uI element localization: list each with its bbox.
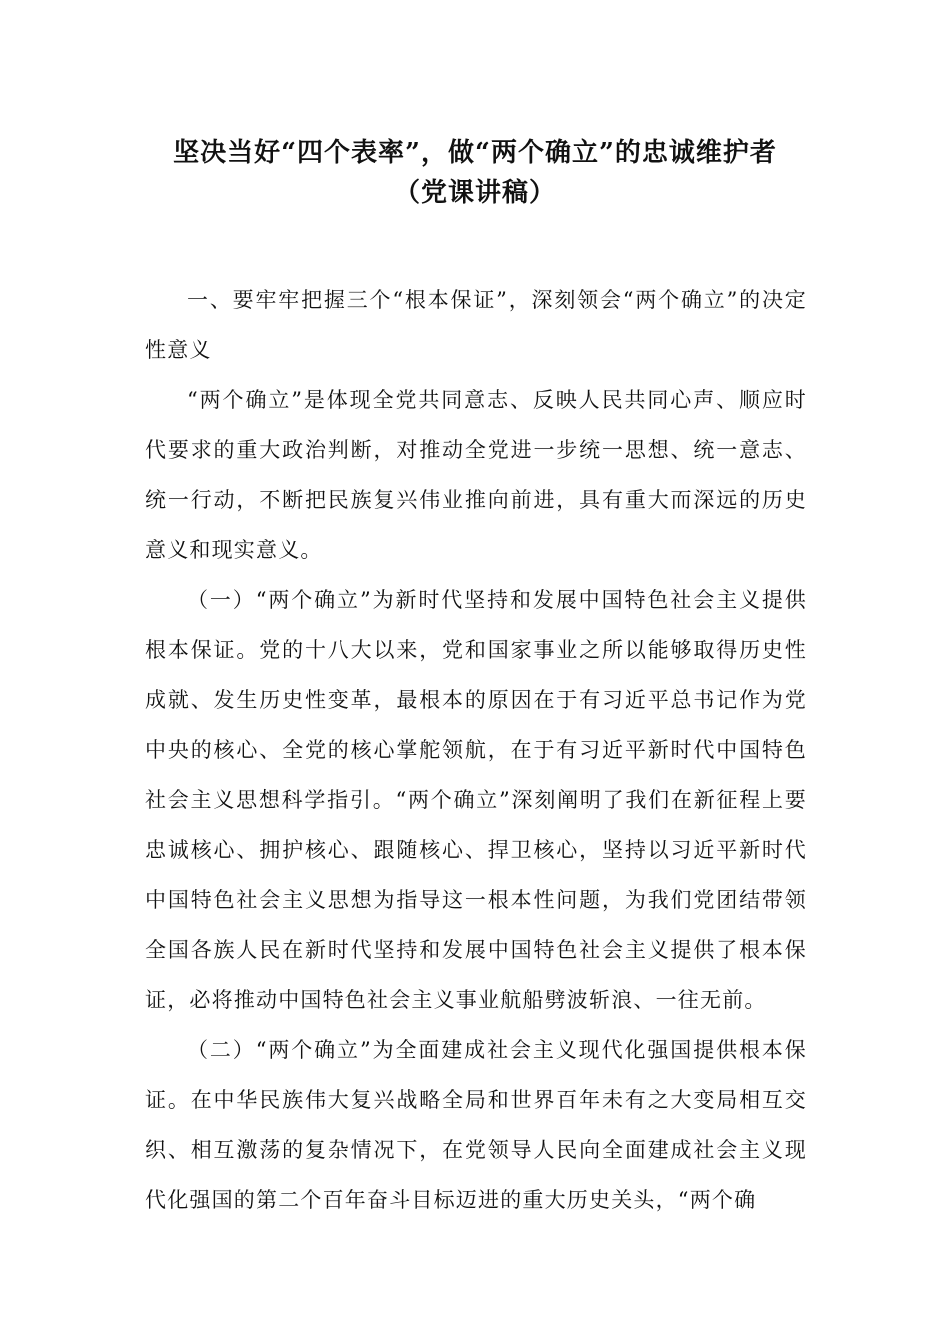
body-paragraph-3: （二）“两个确立”为全面建成社会主义现代化强国提供根本保证。在中华民族伟大复兴战略全局和世界百年未有之大变局相互交织、相互激荡的复杂情况下，在党领导人民向全面建成社会主义现代化强国的第二个百年奋斗目标迈进的重大历史关头，“两个确 bbox=[145, 1038, 807, 1212]
document-body bbox=[145, 275, 807, 1225]
document-subtitle: （党课讲稿） bbox=[393, 178, 556, 208]
document-title: 坚决当好“四个表率”，做“两个确立”的忠诚维护者 bbox=[173, 138, 777, 168]
body-paragraph-1: “两个确立”是体现全党共同意志、反映人民共同心声、顺应时代要求的重大政治判断，对推动全党进一步统一思想、统一意志、统一行动，不断把民族复兴伟业推向前进，具有重大而深远的历史意义和现实意义。 bbox=[145, 388, 807, 562]
body-paragraph-2: （一）“两个确立”为新时代坚持和发展中国特色社会主义提供根本保证。党的十八大以来，党和国家事业之所以能够取得历史性成就、发生历史性变革，最根本的原因在于有习近平总书记作为党中央的核心、全党的核心掌舵领航，在于有习近平新时代中国特色社会主义思想科学指引。“两个确立”深刻阐明了我们在新征程上要忠诚核心、拥护核心、跟随核心、捍卫核心，坚持以习近平新时代中国特色社会主义思想为指导这一根本性问题，为我们党团结带领全国各族人民在新时代坚持和发展中国特色社会主义提供了根本保证，必将推动中国特色社会主义事业航船劈波斩浪、一往无前。 bbox=[145, 588, 807, 1012]
section-heading-1: 一、要牢牢把握三个“根本保证”，深刻领会“两个确立”的决定性意义 bbox=[145, 288, 807, 362]
